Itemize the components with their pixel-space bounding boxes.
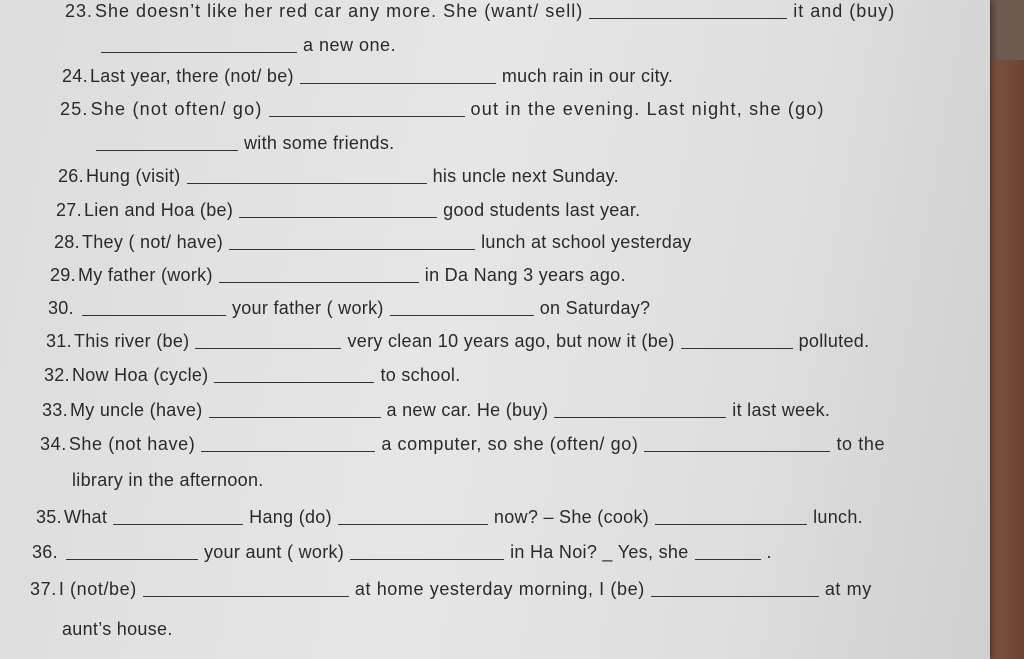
exercise-text: She (not have)	[68, 434, 196, 454]
exercise-text: much rain in our city.	[501, 66, 674, 86]
answer-blank[interactable]	[338, 506, 488, 525]
exercise-text: good students last year.	[443, 200, 641, 220]
exercise-number: 36.	[32, 542, 58, 562]
exercise-number: 32.	[44, 365, 70, 385]
exercise-text: What	[63, 507, 108, 527]
exercise-text: Hung (visit)	[85, 166, 181, 186]
exercise-text: to school.	[380, 365, 461, 385]
exercise-text: a computer, so she (often/ go)	[381, 434, 639, 454]
exercise-line	[40, 425, 885, 455]
exercise-line	[90, 124, 394, 154]
answer-blank[interactable]	[187, 165, 427, 184]
exercise-number: 23.	[65, 1, 94, 21]
exercise-text: polluted.	[798, 331, 870, 351]
answer-blank[interactable]	[681, 330, 793, 349]
exercise-number: 25.	[60, 99, 89, 119]
answer-blank[interactable]	[589, 0, 787, 19]
exercise-text: at my	[824, 579, 872, 599]
exercise-text: his uncle next Sunday.	[432, 166, 619, 186]
exercise-text: your aunt ( work)	[203, 542, 345, 562]
answer-blank[interactable]	[229, 231, 475, 250]
exercise-number: 33.	[42, 400, 68, 420]
exercise-text: a new car. He (buy)	[386, 400, 549, 420]
exercise-line	[95, 26, 396, 56]
exercise-text: library in the afternoon.	[72, 470, 264, 490]
exercise-text: to the	[836, 434, 886, 454]
exercise-text: She doesn’t like her red car any more. She (want/ sell)	[95, 1, 584, 21]
exercise-line	[42, 391, 830, 421]
answer-blank[interactable]	[300, 65, 496, 84]
exercise-line	[65, 0, 895, 22]
exercise-number: 35.	[36, 507, 62, 527]
exercise-text: it last week.	[732, 400, 831, 420]
exercise-number: 29.	[50, 265, 76, 285]
exercise-line	[56, 191, 640, 221]
answer-blank[interactable]	[695, 541, 761, 560]
exercise-number: 24.	[62, 66, 88, 86]
exercise-number: 28.	[54, 232, 80, 252]
exercise-text: very clean 10 years ago, but now it (be)	[347, 331, 675, 351]
exercise-line	[46, 322, 869, 352]
answer-blank[interactable]	[269, 98, 465, 117]
exercise-text: Last year, there (not/ be)	[89, 66, 294, 86]
exercise-text: in Da Nang 3 years ago.	[424, 265, 626, 285]
answer-blank[interactable]	[214, 364, 374, 383]
exercise-text: I (not/be)	[58, 579, 137, 599]
exercise-text: My father (work)	[77, 265, 213, 285]
exercise-text: at home yesterday morning, I (be)	[354, 579, 645, 599]
exercise-number: 26.	[58, 166, 84, 186]
exercise-text: They ( not/ have)	[81, 232, 224, 252]
exercise-text: your father ( work)	[231, 298, 384, 318]
exercise-text: lunch at school yesterday	[481, 232, 692, 252]
exercise-line	[48, 289, 650, 319]
exercise-text: it and (buy)	[793, 1, 896, 21]
exercise-line	[44, 356, 461, 386]
answer-blank[interactable]	[390, 297, 534, 316]
answer-blank[interactable]	[209, 399, 381, 418]
answer-blank[interactable]	[101, 34, 297, 53]
exercise-text: My uncle (have)	[69, 400, 203, 420]
exercise-line	[50, 256, 626, 286]
exercise-line	[30, 570, 872, 600]
exercise-line	[58, 157, 619, 187]
answer-blank[interactable]	[96, 132, 238, 151]
exercise-number: 37.	[30, 579, 57, 599]
exercise-text: a new one.	[303, 35, 397, 55]
answer-blank[interactable]	[113, 506, 243, 525]
answer-blank[interactable]	[644, 433, 830, 452]
exercise-text: lunch.	[813, 507, 863, 527]
exercise-text: This river (be)	[73, 331, 190, 351]
exercise-text: Hang (do)	[249, 507, 332, 527]
exercise-text: .	[766, 542, 772, 562]
answer-blank[interactable]	[66, 541, 198, 560]
exercise-text: She (not often/ go)	[90, 99, 263, 119]
exercise-text: on Saturday?	[539, 298, 651, 318]
exercise-text: out in the evening. Last night, she (go)	[470, 99, 825, 119]
exercise-text: Now Hoa (cycle)	[71, 365, 209, 385]
exercise-line	[36, 498, 863, 528]
exercise-number: 27.	[56, 200, 82, 220]
answer-blank[interactable]	[219, 264, 419, 283]
exercise-line	[32, 533, 772, 563]
exercise-line	[72, 461, 264, 491]
exercise-text: Lien and Hoa (be)	[83, 200, 234, 220]
exercise-line	[62, 610, 173, 640]
exercise-line	[62, 57, 673, 87]
exercise-number: 34.	[40, 434, 67, 454]
exercise-number: 30.	[48, 298, 74, 318]
answer-blank[interactable]	[350, 541, 504, 560]
answer-blank[interactable]	[655, 506, 807, 525]
answer-blank[interactable]	[82, 297, 226, 316]
answer-blank[interactable]	[651, 578, 819, 597]
answer-blank[interactable]	[554, 399, 726, 418]
exercise-text: in Ha Noi? _ Yes, she	[510, 542, 689, 562]
exercise-line	[60, 90, 825, 120]
exercise-line	[54, 223, 692, 253]
exercise-number: 31.	[46, 331, 72, 351]
exercise-text: with some friends.	[244, 133, 395, 153]
exercise-text: now? – She (cook)	[493, 507, 650, 527]
answer-blank[interactable]	[201, 433, 375, 452]
answer-blank[interactable]	[239, 199, 437, 218]
exercise-text: aunt’s house.	[62, 619, 173, 639]
answer-blank[interactable]	[143, 578, 349, 597]
answer-blank[interactable]	[195, 330, 341, 349]
